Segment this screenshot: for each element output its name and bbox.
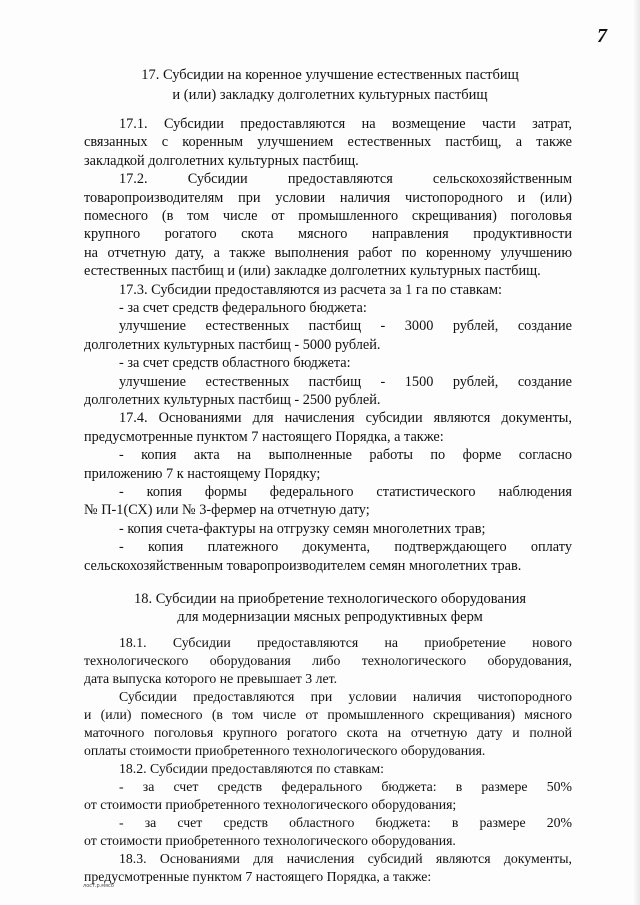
paragraph-17-3-line: улучшение естественных пастбищ - 3000 рублей, создание — [119, 318, 572, 335]
paragraph-18-2-line: от стоимости приобретенного технологического оборудования. — [84, 833, 456, 848]
paragraph-18-1b-line: Субсидии предоставляются при условии наличия чистопородного — [119, 689, 572, 704]
paragraph-17-2-line: крупного рогатого скота мясного направления продуктивности — [84, 226, 572, 243]
paragraph-18-2-line: от стоимости приобретенного технологического оборудования; — [84, 797, 457, 812]
paragraph-17-4-line: - копия счета-фактуры на отгрузку семян многолетних трав; — [119, 520, 486, 537]
paragraph-17-3-line: долголетних культурных пастбищ - 5000 рублей. — [84, 336, 381, 353]
paragraph-18-1b-line: маточного поголовья крупного рогатого скота на отчетную дату и полной — [84, 725, 572, 740]
paragraph-17-4-line: 17.4. Основаниями для начисления субсидии являются документы, — [119, 410, 572, 427]
paragraph-17-3-line: долголетних культурных пастбищ - 2500 рублей. — [84, 392, 381, 408]
section-17-heading — [60, 66, 600, 105]
paragraph-17-2-line: помесного (в том числе от промышленного скрещивания) поголовья — [84, 208, 572, 224]
paragraph-17-4-line: предусмотренные пунктом 7 настоящего Порядка, а также: — [84, 428, 444, 445]
paragraph-17-1-line: 17.1. Субсидии предоставляются на возмещение части затрат, — [119, 116, 572, 132]
paragraph-17-4-line: - копия формы федерального статистического наблюдения — [119, 484, 572, 500]
paragraph-17-2-line: товаропроизводителям при условии наличия чистопородного и (или) — [84, 189, 572, 206]
page-edge-shadow — [632, 0, 640, 905]
paragraph-18-3-line: предусмотренные пунктом 7 настоящего Порядка, а также: — [84, 869, 432, 884]
paragraph-17-1-line: закладкой долголетних культурных пастбищ. — [84, 152, 359, 169]
paragraph-17-4-line: - копия акта на выполненные работы по форме согласно — [119, 447, 572, 464]
section-18-heading-line: 18. Субсидии на приобретение технологического оборудования — [133, 591, 527, 607]
paragraph-18-1b-line: и (или) помесного (в том числе от промышленного скрещивания) мясного — [84, 707, 572, 722]
paragraph-18-2-line: 18.2. Субсидии предоставляются по ставкам: — [119, 761, 384, 776]
paragraph-18-2-line: - за счет средств федерального бюджета: в размере 50% — [119, 779, 572, 794]
paragraph-17-1-line: связанных с коренным улучшением естественных пастбищ, а также — [84, 134, 572, 151]
paragraph-17-2-line: 17.2. Субсидии предоставляются сельскохозяйственным — [119, 171, 572, 188]
section-18-heading — [60, 590, 600, 626]
paragraph-17-3-line: - за счет средств федерального бюджета: — [119, 300, 367, 316]
section-17-heading-line: и (или) закладку долголетних культурных пастбищ — [172, 86, 488, 103]
paragraph-17-3-line: - за счет средств областного бюджета: — [119, 355, 351, 372]
paragraph-17-3-line: улучшение естественных пастбищ - 1500 рублей, создание — [119, 373, 572, 390]
paragraph-17-2-line: на отчетную дату, а также выполнения работ по коренному улучшению — [84, 244, 572, 261]
paragraph-17-3-line: 17.3. Субсидии предоставляются из расчета за 1 га по ставкам: — [119, 281, 502, 298]
section-18-heading-line: для модернизации мясных репродуктивных ферм — [177, 609, 483, 625]
paragraph-18-1-line: 18.1. Субсидии предоставляются на приобретение нового — [119, 635, 572, 650]
paragraph-18-1-line: дата выпуска которого не превышает 3 лет. — [84, 671, 338, 686]
paragraph-17-4-line: приложению 7 к настоящему Порядку; — [84, 465, 321, 482]
footer-file-label: лост.р.мясо — [83, 883, 114, 889]
paragraph-17-2-line: естественных пастбищ и (или) закладке долголетних культурных пастбищ. — [84, 263, 541, 280]
paragraph-17-4-line: сельскохозяйственным товаропроизводителем семян многолетних трав. — [84, 557, 522, 574]
paragraph-18-1b-line: оплаты стоимости приобретенного технологического оборудования. — [84, 743, 486, 758]
section-17-heading-line: 17. Субсидии на коренное улучшение естественных пастбищ — [141, 67, 519, 83]
paragraph-17-4-line: - копия платежного документа, подтверждающего оплату — [119, 539, 572, 556]
paragraph-18-2-line: - за счет средств областного бюджета: в размере 20% — [119, 815, 572, 830]
paragraph-18-1-line: технологического оборудования либо технологического оборудования, — [84, 653, 572, 668]
paragraph-18-3-line: 18.3. Основаниями для начисления субсидий являются документы, — [119, 851, 572, 866]
paragraph-17-4-line: № П-1(СХ) или № 3-фермер на отчетную дату; — [84, 502, 370, 519]
page-number: 7 — [597, 25, 607, 47]
